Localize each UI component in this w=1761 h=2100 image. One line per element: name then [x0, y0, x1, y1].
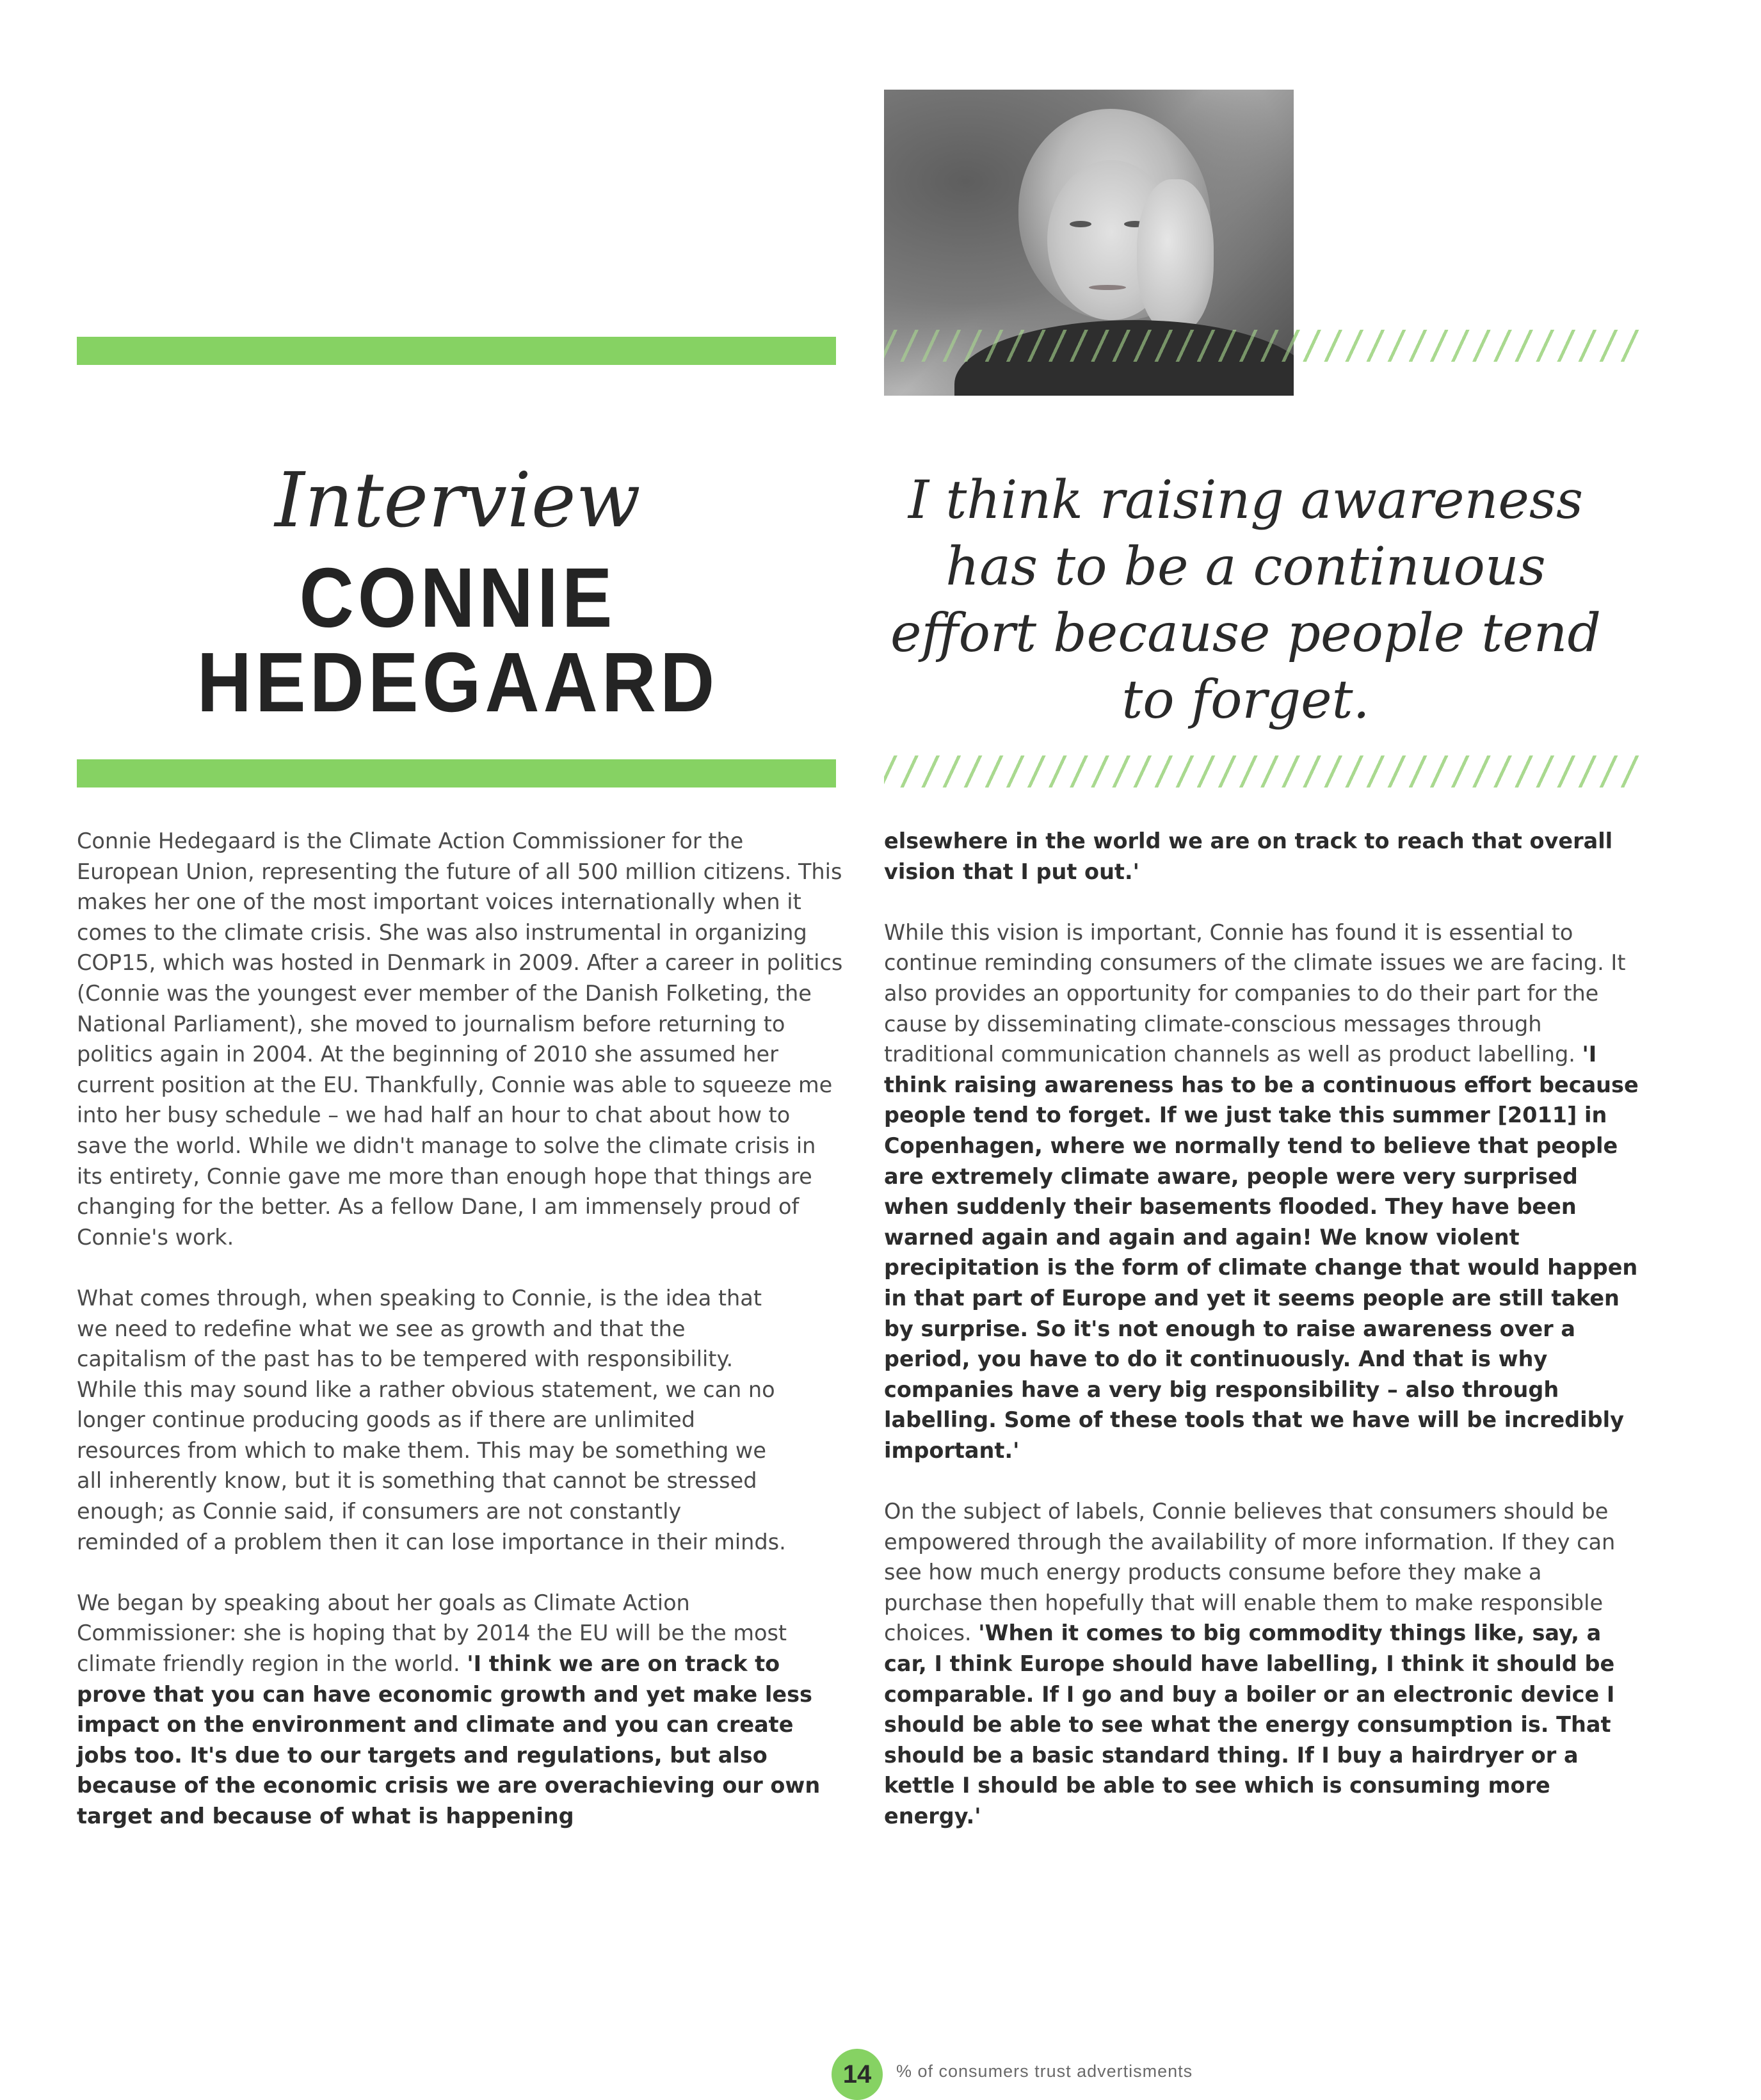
mid-green-bar: [77, 759, 836, 788]
pull-quote: I think raising awareness has to be a continuous effort because people tend to forget.: [890, 470, 1601, 731]
left-text-column: [77, 826, 845, 1862]
paragraph: On the subject of labels, Connie believes that consumers should be empowered through the availability of more information. If they can see how much energy products consume before they make a purchase then hopefully that will enable them to make responsible choices. 'When it comes to big commodity things like, say, a car, I think Europe should have labelling, I think it should be comparable. If I go and buy a boiler or an electronic device I should be able to see what the energy consumption is. That should be a basic standard thing. If I buy a hairdryer or a kettle I should be able to see which is consuming more energy.': [884, 1499, 1616, 1829]
page-number: 14: [832, 2049, 883, 2100]
interviewee-name: CONNIE HEDEGAARD: [197, 551, 719, 731]
bold-quote: 'I think we are on track to prove that you can have economic growth and yet make less impact on the environment and climate and you can create jobs too. It's due to our targets and regulations, but also because of the economic crisis we are overachieving our own target and because of what is happening: [77, 1651, 821, 1829]
paragraph: What comes through, when speaking to Connie, is the idea that we need to redefine what we see as growth and that the capitalism of the past has to be tempered with responsibility. While this may sound like a rather obvious statement, we can no longer continue producing goods as if there are unlimited resources from which to make them. This may be something we all inherently know, but it is something that cannot be stressed enough; as Connie said, if consumers are not constantly reminded of a problem then it can lose importance in their minds.: [77, 1285, 786, 1555]
paragraph: We began by speaking about her goals as Climate Action Commissioner: she is hoping that by 2014 the EU will be the most climate friendly region in the world. 'I think we are on track to prove that you can have economic growth and yet make less impact on the environment and climate and you can create jobs too. It's due to our targets and regulations, but also because of the economic crisis we are overachieving our own target and because of what is happening: [77, 1590, 821, 1829]
bold-quote: elsewhere in the world we are on track to reach that overall vision that I put out.': [884, 828, 1613, 884]
paragraph: [884, 826, 1639, 887]
paragraph: While this vision is important, Connie has found it is essential to continue reminding consumers of the climate issues we are facing. It also provides an opportunity for companies to do their part for the cause by disseminating climate-conscious messages through traditional communication channels as well as product labelling. 'I think raising awareness has to be a continuous effort because people tend to forget. If we just take this summer [2011] in Copenhagen, where we normally tend to believe that people are extremely climate aware, people were very surprised when suddenly their basements flooded. They have been warned again and again and again! We know violent precipitation is the form of climate change that would happen in that part of Europe and yet it seems people are still taken by surprise. So it's not enough to raise awareness over a period, you have to do it continuously. And that is why companies have a very big responsibility – also through labelling. Some of these tools that we have will be incredibly important.': [884, 919, 1639, 1463]
interview-title: Interview: [275, 456, 641, 544]
top-green-bar: [77, 337, 836, 365]
bold-quote: 'When it comes to big commodity things like, say, a car, I think Europe should have labelling, I think it should be comparable. If I go and buy a boiler or an electronic device I should be able to see what the energy consumption is. That should be a basic standard thing. If I buy a hairdryer or a kettle I should be able to see which is consuming more energy.': [884, 1620, 1615, 1829]
bold-quote: 'I think raising awareness has to be a continuous effort because people tend to forget. If we just take this summer [2011] in Copenhagen, where we normally tend to believe that people are extremely climate aware, people were very surprised when suddenly their basements flooded. They have been warned again and again and again! We know violent precipitation is the form of climate change that would happen in that part of Europe and yet it seems people are still taken by surprise. So it's not enough to raise awareness over a period, you have to do it continuously. And that is why companies have a very big responsibility – also through labelling. Some of these tools that we have will be incredibly important.': [884, 1042, 1639, 1463]
paragraph: Connie Hedegaard is the Climate Action Commissioner for the European Union, representing the future of all 500 million citizens. This makes her one of the most important voices internationally when it comes to the climate crisis. She was also instrumental in organizing COP15, which was hosted in Denmark in 2009. After a career in politics (Connie was the youngest ever member of the Danish Folketing, the National Parliament), she moved to journalism before returning to politics again in 2004. At the beginning of 2010 she assumed her current position at the EU. Thankfully, Connie was able to squeeze me into her busy schedule – we had half an hour to chat about how to save the world. While we didn't manage to solve the climate crisis in its entirety, Connie gave me more than enough hope that things are changing for the better. As a fellow Dane, I am immensely proud of Connie's work.: [77, 828, 843, 1250]
mid-hatch-stripe: [884, 755, 1639, 788]
portrait-photo: [884, 90, 1294, 396]
footer-caption: % of consumers trust advertisments: [896, 2062, 1193, 2081]
right-text-column: [884, 826, 1639, 1862]
